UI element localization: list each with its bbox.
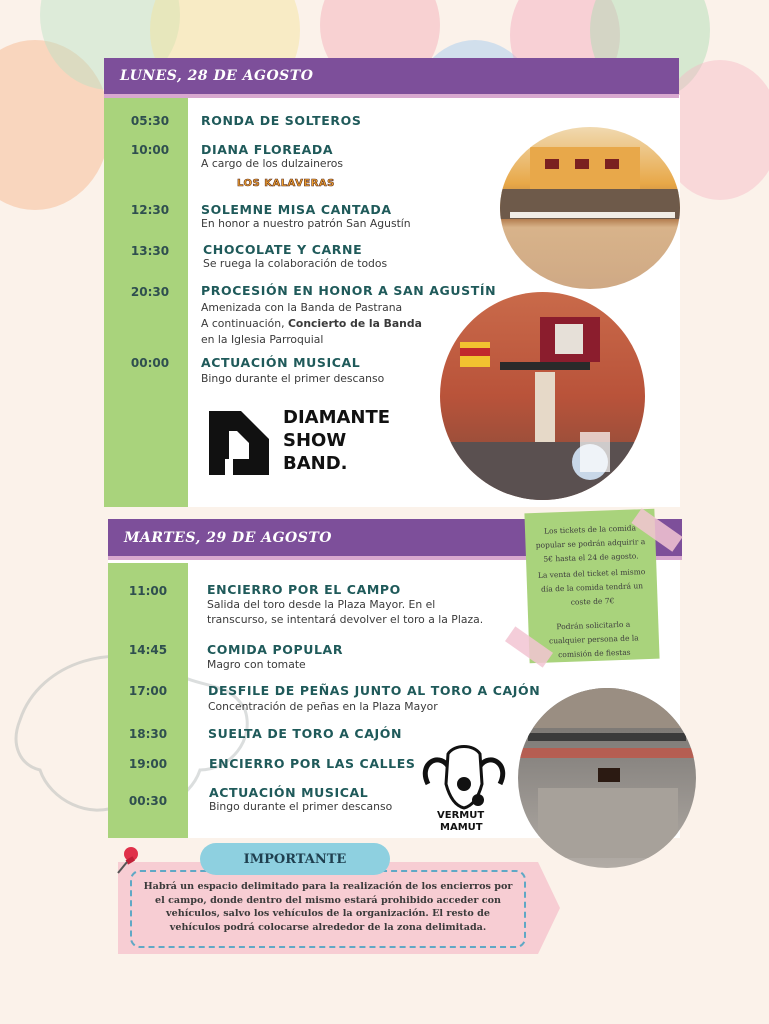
event-time: 19:00 (128, 757, 168, 771)
ticket-info-note (524, 509, 659, 663)
event-time: 00:00 (130, 356, 170, 370)
event-description: En honor a nuestro patrón San Agustín (201, 217, 411, 230)
note-paragraph: Podrán solicitarlo a cualquier persona de la comisión de fiestas (548, 619, 639, 660)
event-title: SOLEMNE MISA CANTADA (201, 202, 392, 217)
vermut-line1: VERMUT (437, 810, 485, 821)
event-time: 12:30 (130, 203, 170, 217)
event-title: RONDA DE SOLTEROS (201, 113, 362, 128)
event-title: DIANA FLOREADA (201, 142, 334, 157)
event-description: Se ruega la colaboración de todos (203, 257, 388, 270)
event-title: DESFILE DE PEÑAS JUNTO AL TORO A CAJÓN (208, 683, 541, 698)
event-time: 13:30 (130, 244, 170, 258)
event-time: 00:30 (128, 794, 168, 808)
mammoth-icon (418, 744, 510, 812)
event-description: Magro con tomate (207, 658, 306, 671)
event-title: COMIDA POPULAR (207, 642, 344, 657)
importante-text: Habrá un espacio delimitado para la realización de los encierros por el campo, donde dentro del mismo estará prohibido acceder con vehículos, salvo los vehículos de la organización. El resto de vehículos podrá colocarse alrededor de la zona delimitada. (143, 881, 513, 933)
note-paragraph: La venta del ticket el mismo día de la comida tendrá un coste de 7€ (537, 567, 646, 607)
event-time: 17:00 (128, 684, 168, 698)
event-description: en la Iglesia Parroquial (201, 333, 324, 346)
event-description (201, 316, 422, 332)
event-description: Bingo durante el primer descanso (209, 800, 393, 813)
event-time: 11:00 (128, 584, 168, 598)
monday-header (104, 58, 679, 94)
event-description: A cargo de los dulzaineros (201, 157, 343, 170)
pushpin-icon (115, 845, 143, 875)
event-title: ENCIERRO POR LAS CALLES (209, 756, 416, 771)
band-logo-line1: DIAMANTE (283, 407, 391, 428)
event-title: PROCESIÓN EN HONOR A SAN AGUSTÍN (201, 283, 497, 298)
bull-run-photo (518, 688, 696, 868)
event-description: transcurso, se intentará devolver el toro a la Plaza. (207, 613, 484, 626)
kalaveras-logo: LOS KALAVERAS (237, 178, 335, 189)
band-logo-line3: BAND. (283, 453, 348, 474)
event-time: 20:30 (130, 285, 170, 299)
event-description: Salida del toro desde la Plaza Mayor. En el (207, 598, 436, 611)
event-description: Bingo durante el primer descanso (201, 372, 385, 385)
event-title: CHOCOLATE Y CARNE (203, 242, 363, 257)
monday-header-text: LUNES, 28 DE AGOSTO (120, 68, 314, 84)
vermut-mamut-logo (418, 744, 510, 840)
tuesday-header-text: MARTES, 29 DE AGOSTO (124, 529, 332, 546)
procession-photo (440, 292, 645, 500)
event-title: ACTUACIÓN MUSICAL (209, 785, 369, 800)
event-description: Concentración de peñas en la Plaza Mayor (208, 700, 438, 713)
event-description: Amenizada con la Banda de Pastrana (201, 301, 403, 314)
arrow-right-shape (538, 862, 560, 954)
header-stripe (104, 94, 679, 98)
event-title: SUELTA DE TORO A CAJÓN (208, 726, 403, 741)
event-title: ENCIERRO POR EL CAMPO (207, 582, 401, 597)
diamante-band-logo (207, 405, 407, 480)
event-time: 05:30 (130, 114, 170, 128)
desc-prefix: A continuación, (201, 317, 288, 330)
band-logo-line2: SHOW (283, 430, 347, 451)
event-time: 14:45 (128, 643, 168, 657)
diamante-icon (207, 409, 271, 477)
importante-label: IMPORTANTE (200, 843, 390, 875)
desc-bold: Concierto de la Banda (288, 317, 422, 330)
event-time: 10:00 (130, 143, 170, 157)
plaza-photo (500, 127, 680, 289)
event-title: ACTUACIÓN MUSICAL (201, 355, 361, 370)
event-time: 18:30 (128, 727, 168, 741)
vermut-line2: MAMUT (440, 822, 483, 833)
note-paragraph: Los tickets de la comida popular se podrán adquirir a 5€ hasta el 24 de agosto. (535, 523, 646, 564)
